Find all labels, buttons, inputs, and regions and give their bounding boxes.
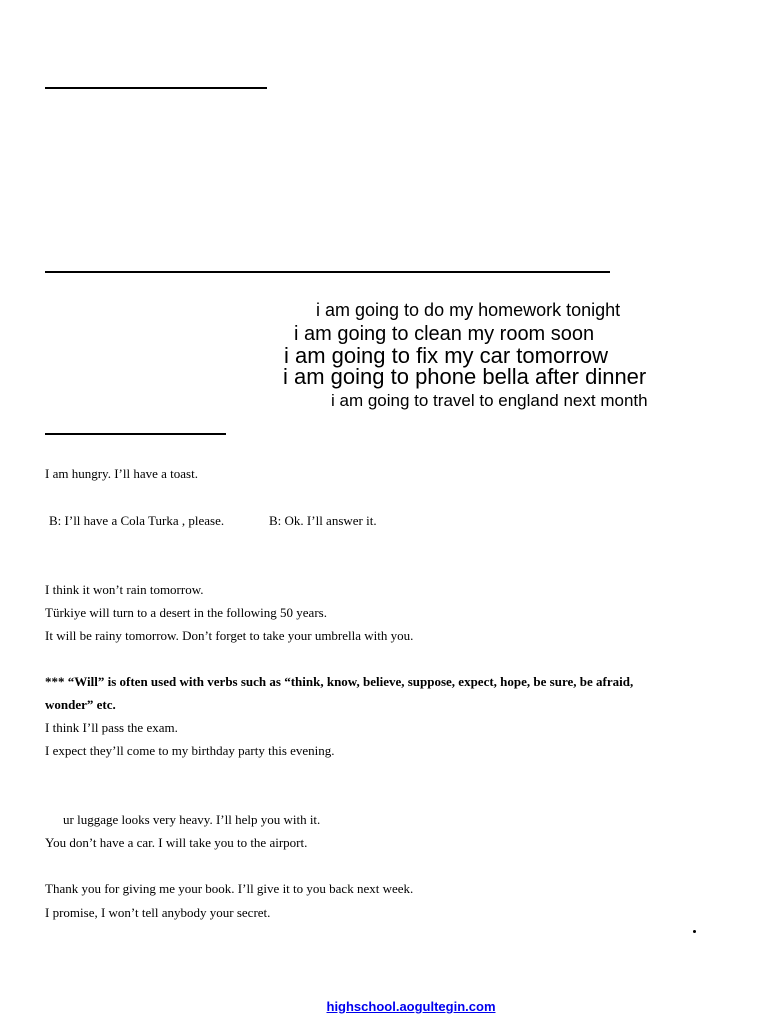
prediction-sentence: It will be rainy tomorrow. Don’t forget to take your umbrella with you.	[45, 628, 414, 643]
handwritten-line: i am going to do my homework tonight	[316, 300, 621, 320]
grammar-note: *** “Will” is often used with verbs such as “think, know, believe, suppose, expect, hope, be sure, be afraid,	[45, 674, 634, 689]
offer-sentence: ur luggage looks very heavy. I’ll help you with it.	[63, 812, 321, 827]
dialogue-line: B: I’ll have a Cola Turka , please.	[49, 513, 225, 528]
stray-dot	[693, 930, 696, 933]
heading-blank-line-1	[45, 87, 267, 89]
heading-blank-line-2	[45, 271, 610, 273]
heading-blank-line-3	[45, 433, 226, 435]
handwritten-line: i am going to travel to england next month	[331, 391, 648, 410]
promise-sentence: I promise, I won’t tell anybody your secret.	[45, 905, 271, 920]
note-example: I think I’ll pass the exam.	[45, 720, 178, 735]
grammar-note: wonder” etc.	[45, 697, 116, 712]
handwritten-line: i am going to phone bella after dinner	[283, 364, 647, 389]
prediction-sentence: Türkiye will turn to a desert in the following 50 years.	[45, 605, 327, 620]
promise-sentence: Thank you for giving me your book. I’ll give it to you back next week.	[45, 881, 414, 896]
example-sentence: I am hungry. I’ll have a toast.	[45, 466, 198, 481]
note-example: I expect they’ll come to my birthday party this evening.	[45, 743, 335, 758]
handwritten-line: i am going to clean my room soon	[294, 323, 595, 345]
dialogue-line: B: Ok. I’ll answer it.	[269, 513, 377, 528]
offer-sentence: You don’t have a car. I will take you to the airport.	[45, 835, 308, 850]
prediction-sentence: I think it won’t rain tomorrow.	[45, 582, 204, 597]
footer-link[interactable]: highschool.aogultegin.com	[326, 999, 496, 1014]
handwritten-line: i am going to fix my car tomorrow	[284, 343, 608, 368]
